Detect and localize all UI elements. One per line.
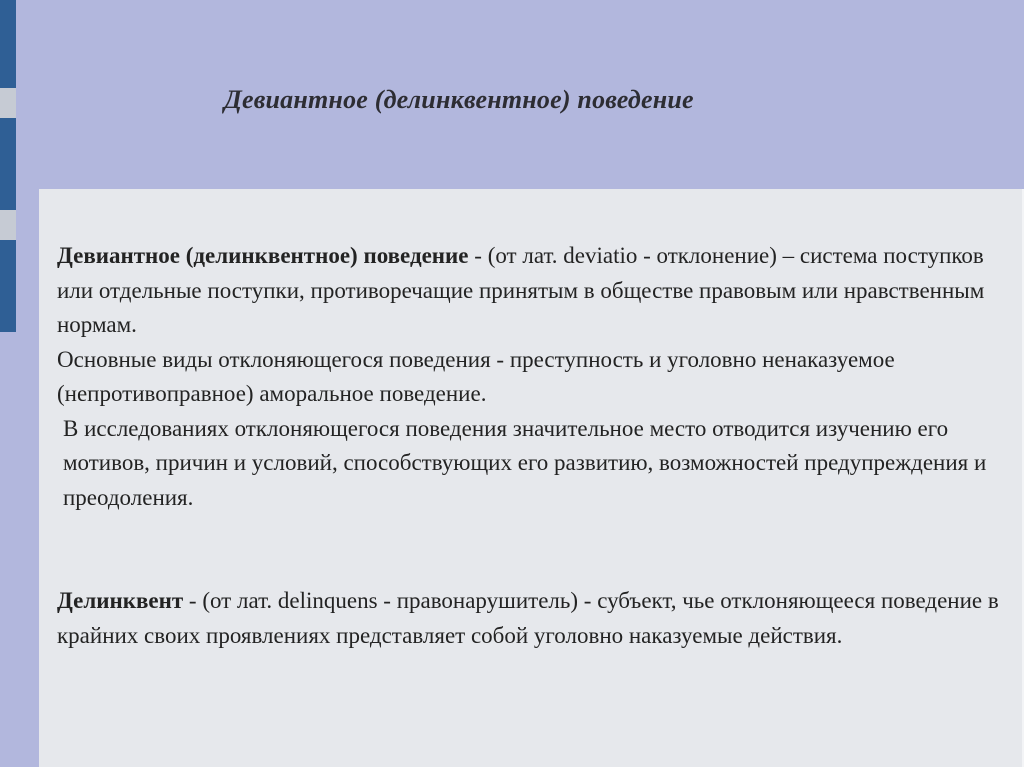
band-gap bbox=[0, 88, 16, 118]
band-segment bbox=[0, 240, 16, 332]
slide-title: Девиантное (делинквентное) поведение bbox=[224, 85, 694, 114]
definition-text: - (от лат. deviatio - отклонение) – система поступков или отдельные поступки, противоречащие принятым в обществе правовым или нравственным нормам. bbox=[57, 243, 985, 337]
body-text bbox=[57, 239, 1002, 653]
left-accent-band bbox=[0, 0, 16, 767]
band-segment bbox=[0, 0, 16, 88]
definition-paragraph bbox=[57, 239, 1002, 343]
band-gap bbox=[0, 210, 16, 240]
band-segment bbox=[0, 118, 16, 210]
delinquent-text: - (от лат. delinquens - правонарушитель) - субъект, чье отклоняющееся поведение в крайних своих проявлениях представляет собой уголовно наказуемые действия. bbox=[57, 588, 999, 648]
delinquent-paragraph bbox=[57, 584, 1002, 653]
definition-term: Девиантное (делинквентное) поведение bbox=[57, 243, 469, 268]
content-panel bbox=[39, 189, 1024, 767]
research-paragraph: В исследованиях отклоняющегося поведения значительное место отводится изучению его мотивов, причин и условий, способствующих его развитию, возможностей предупреждения и преодоления. bbox=[63, 415, 987, 510]
types-paragraph: Основные виды отклоняющегося поведения - преступность и уголовно ненаказуемое (непротивоправное) аморальное поведение. bbox=[57, 346, 895, 406]
delinquent-term: Делинквент bbox=[57, 588, 184, 613]
paragraph-gap bbox=[57, 515, 1002, 584]
